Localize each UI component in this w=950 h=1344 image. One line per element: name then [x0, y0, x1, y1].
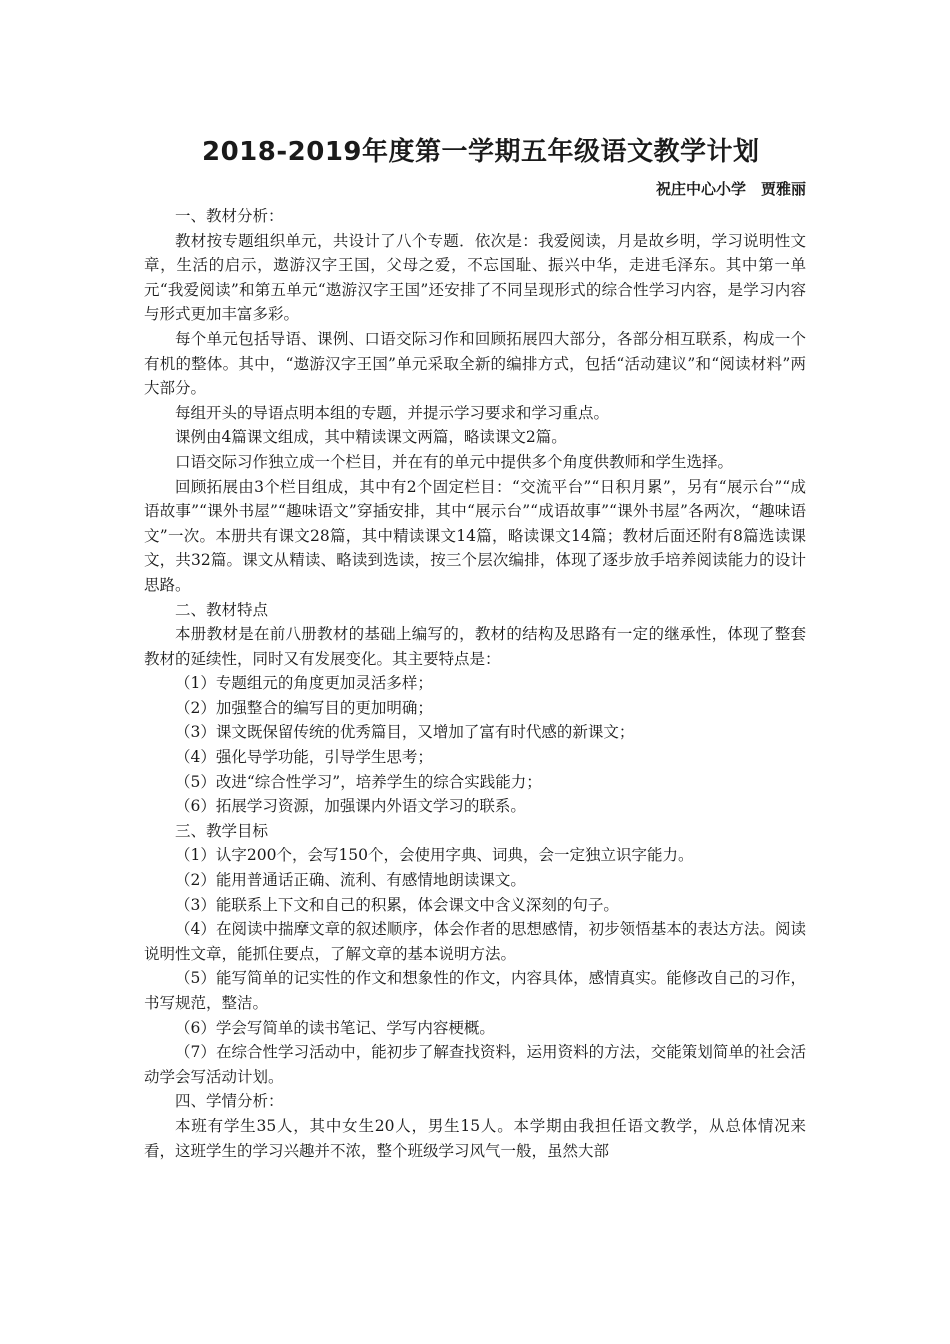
paragraph: 本册教材是在前八册教材的基础上编写的，教材的结构及思路有一定的继承性，体现了整套教材的延续性，同时又有发展变化。其主要特点是：	[144, 625, 806, 668]
paragraph: 课例由4篇课文组成，其中精读课文两篇，略读课文2篇。	[175, 428, 567, 447]
document-author: 祝庄中心小学 贾雅丽	[655, 180, 806, 198]
paragraph: 回顾拓展由3个栏目组成，其中有2个固定栏目：“交流平台”“日积月累”，另有“展示台”“成语故事”“课外书屋”“趣味语文”穿插安排，其中“展示台”“成语故事”“课外书屋”各两次，“趣味语文”一次。本册共有课文28篇，其中精读课文14篇，略读课文14篇；教材后面还附有8篇选读课文，共32篇。课文从精读、略读到选读，按三个层次编排，体现了逐步放手培养阅读能力的设计思路。	[144, 477, 806, 594]
list-item: （3）能联系上下文和自己的积累，体会课文中含义深刻的句子。	[175, 895, 619, 914]
paragraph: 每组开头的导语点明本组的专题，并提示学习要求和学习重点。	[175, 403, 610, 422]
section-heading: 四、学情分析：	[175, 1092, 284, 1111]
paragraph: 口语交际习作独立成一个栏目，并在有的单元中提供多个角度供教师和学生选择。	[175, 452, 734, 471]
document-body	[144, 204, 806, 1163]
section-heading: 二、教材特点	[175, 600, 269, 619]
list-item: （1）专题组元的角度更加灵活多样；	[175, 674, 433, 693]
section-heading: 三、教学目标	[175, 821, 269, 840]
list-item: （4）在阅读中揣摩文章的叙述顺序，体会作者的思想感情，初步领悟基本的表达方法。阅读说明性文章，能抓住要点，了解文章的基本说明方法。	[144, 920, 806, 963]
list-item: （2）加强整合的编写目的更加明确；	[175, 698, 433, 717]
paragraph: 教材按专题组织单元，共设计了八个专题．依次是：我爱阅读，月是故乡明，学习说明性文章，生活的启示，遨游汉字王国，父母之爱，不忘国耻、振兴中华，走进毛泽东。其中第一单元“我爱阅读”和第五单元“遨游汉字王国”还安排了不同呈现形式的综合性学习内容，是学习内容与形式更加丰富多彩。	[144, 231, 806, 324]
paragraph: 本班有学生35人，其中女生20人，男生15人。本学期由我担任语文教学，从总体情况来看，这班学生的学习兴趣并不浓，整个班级学习风气一般，虽然大部	[144, 1116, 806, 1160]
list-item: （1）认字200个，会写150个，会使用字典、词典，会一定独立识字能力。	[175, 846, 694, 865]
list-item: （2）能用普通话正确、流利、有感情地朗读课文。	[175, 871, 526, 890]
paragraph: 一、教材分析：	[175, 207, 284, 225]
list-item: （5）能写简单的记实性的作文和想象性的作文，内容具体，感情真实。能修改自己的习作，书写规范，整洁。	[144, 969, 806, 1012]
list-item: （4）强化导学功能，引导学生思考；	[175, 748, 433, 767]
list-item: （7）在综合性学习活动中，能初步了解查找资料，运用资料的方法，交能策划简单的社会活动学会写活动计划。	[144, 1043, 806, 1086]
document-title: 2018-2019年度第一学期五年级语文教学计划	[202, 137, 760, 167]
list-item: （5）改进“综合性学习”，培养学生的综合实践能力；	[175, 772, 542, 791]
list-item: （3）课文既保留传统的优秀篇目，又增加了富有时代感的新课文；	[175, 723, 635, 742]
list-item: （6）学会写简单的读书笔记、学写内容梗概。	[175, 1018, 495, 1037]
paragraph: 每个单元包括导语、课例、口语交际习作和回顾拓展四大部分，各部分相互联系，构成一个有机的整体。其中，“遨游汉字王国”单元采取全新的编排方式，包括“活动建议”和“阅读材料”两大部分。	[144, 329, 806, 398]
list-item: （6）拓展学习资源，加强课内外语文学习的联系。	[175, 797, 526, 816]
